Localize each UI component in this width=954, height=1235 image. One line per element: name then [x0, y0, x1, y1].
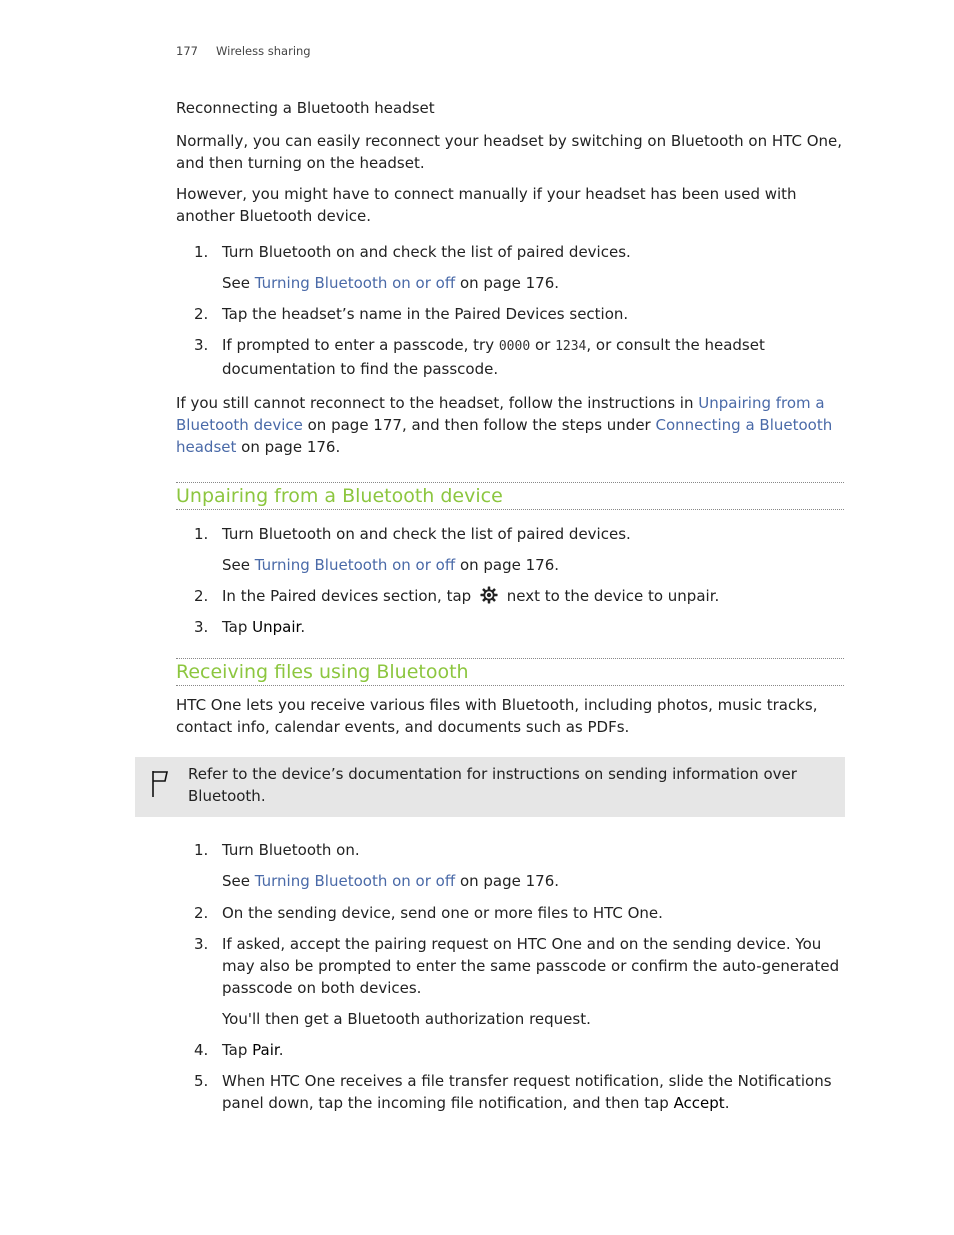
- paragraph: [176, 392, 844, 458]
- step-number: 3.: [194, 336, 209, 354]
- see-prefix: See: [222, 274, 255, 292]
- paragraph: HTC One lets you receive various files with Bluetooth, including photos, music tracks, contact info, calendar events, and documents such as PDFs.: [176, 696, 818, 736]
- step-text-part: .: [724, 1094, 730, 1112]
- ui-term-accept: Accept: [673, 1094, 725, 1112]
- step-text: Turn Bluetooth on and check the list of paired devices.: [222, 525, 631, 543]
- step-text: [222, 1039, 844, 1061]
- step-text: Tap the headset’s name in the Paired Devices section.: [222, 305, 629, 323]
- chapter-title: Wireless sharing: [216, 44, 311, 58]
- step-text: On the sending device, send one or more files to HTC One.: [222, 904, 663, 922]
- section-heading-unpairing: Unpairing from a Bluetooth device: [176, 482, 844, 510]
- step-number: 1.: [194, 243, 209, 261]
- ui-term-unpair: Unpair: [252, 618, 301, 636]
- step-number: 1.: [194, 841, 209, 859]
- step-number: 3.: [194, 618, 209, 636]
- see-prefix: See: [222, 556, 255, 574]
- see-suffix: on page 176.: [455, 556, 560, 574]
- passcode-code: 0000: [498, 339, 531, 354]
- text-part: on page 177, and then follow the steps under: [302, 416, 656, 434]
- page-number: 177: [176, 44, 198, 58]
- step-text-part: , or consult the headset documentation to find the passcode.: [222, 336, 765, 378]
- passcode-code: 1234: [555, 339, 587, 354]
- link-turning-bluetooth[interactable]: Turning Bluetooth on or off: [254, 556, 456, 574]
- step-text: You'll then get a Bluetooth authorization request.: [222, 1010, 591, 1028]
- step-number: 4.: [194, 1041, 209, 1059]
- flag-icon: [150, 769, 170, 803]
- text-part: on page 176.: [236, 438, 341, 456]
- step-text: [222, 616, 844, 638]
- step-text: Turn Bluetooth on.: [222, 841, 360, 859]
- step-number: 5.: [194, 1072, 209, 1090]
- see-prefix: See: [222, 872, 255, 890]
- step-number: 2.: [194, 904, 209, 922]
- see-suffix: on page 176.: [455, 274, 560, 292]
- step-text-part: If prompted to enter a passcode, try: [222, 336, 499, 354]
- link-turning-bluetooth[interactable]: Turning Bluetooth on or off: [254, 872, 456, 890]
- step-number: 2.: [194, 305, 209, 323]
- subheading-reconnect: Reconnecting a Bluetooth headset: [176, 99, 435, 117]
- step-text: Turn Bluetooth on and check the list of paired devices.: [222, 243, 631, 261]
- section-heading-receiving: Receiving files using Bluetooth: [176, 658, 844, 686]
- step-number: 2.: [194, 587, 209, 605]
- paragraph: However, you might have to connect manually if your headset has been used with another Bluetooth device.: [176, 185, 797, 225]
- link-connecting-headset[interactable]: Connecting a Bluetooth headset: [176, 416, 833, 456]
- step-text-part: .: [278, 1041, 284, 1059]
- step-text: [222, 1070, 844, 1114]
- see-suffix: on page 176.: [455, 872, 560, 890]
- step-text-part: or: [530, 336, 556, 354]
- step-number: 3.: [194, 935, 209, 953]
- link-turning-bluetooth[interactable]: Turning Bluetooth on or off: [254, 274, 456, 292]
- note-text: Refer to the device’s documentation for instructions on sending information over Bluetooth.: [188, 765, 797, 805]
- step-text-part: Tap: [222, 618, 253, 636]
- ui-term-pair: Pair: [252, 1041, 279, 1059]
- step-text-part: Tap: [222, 1041, 253, 1059]
- gear-icon: [480, 586, 498, 610]
- step-text: If asked, accept the pairing request on HTC One and on the sending device. You may also be prompted to enter the same passcode or confirm the auto-generated passcode on both devices.: [222, 935, 840, 997]
- step-text-part: next to the device to unpair.: [501, 587, 720, 605]
- step-text-part: When HTC One receives a file transfer request notification, slide the Notifications panel down, tap the incoming file notification, and then tap: [222, 1072, 832, 1112]
- page-header: [176, 44, 311, 58]
- note-box: [135, 757, 845, 817]
- step-text: [222, 334, 844, 380]
- step-number: 1.: [194, 525, 209, 543]
- link-unpairing[interactable]: Unpairing from a Bluetooth device: [176, 394, 825, 434]
- step-text-part: In the Paired devices section, tap: [222, 587, 476, 605]
- step-text: [222, 585, 844, 610]
- paragraph: Normally, you can easily reconnect your headset by switching on Bluetooth on HTC One, and then turning on the headset.: [176, 132, 842, 172]
- text-part: If you still cannot reconnect to the headset, follow the instructions in: [176, 394, 699, 412]
- step-text-part: .: [300, 618, 306, 636]
